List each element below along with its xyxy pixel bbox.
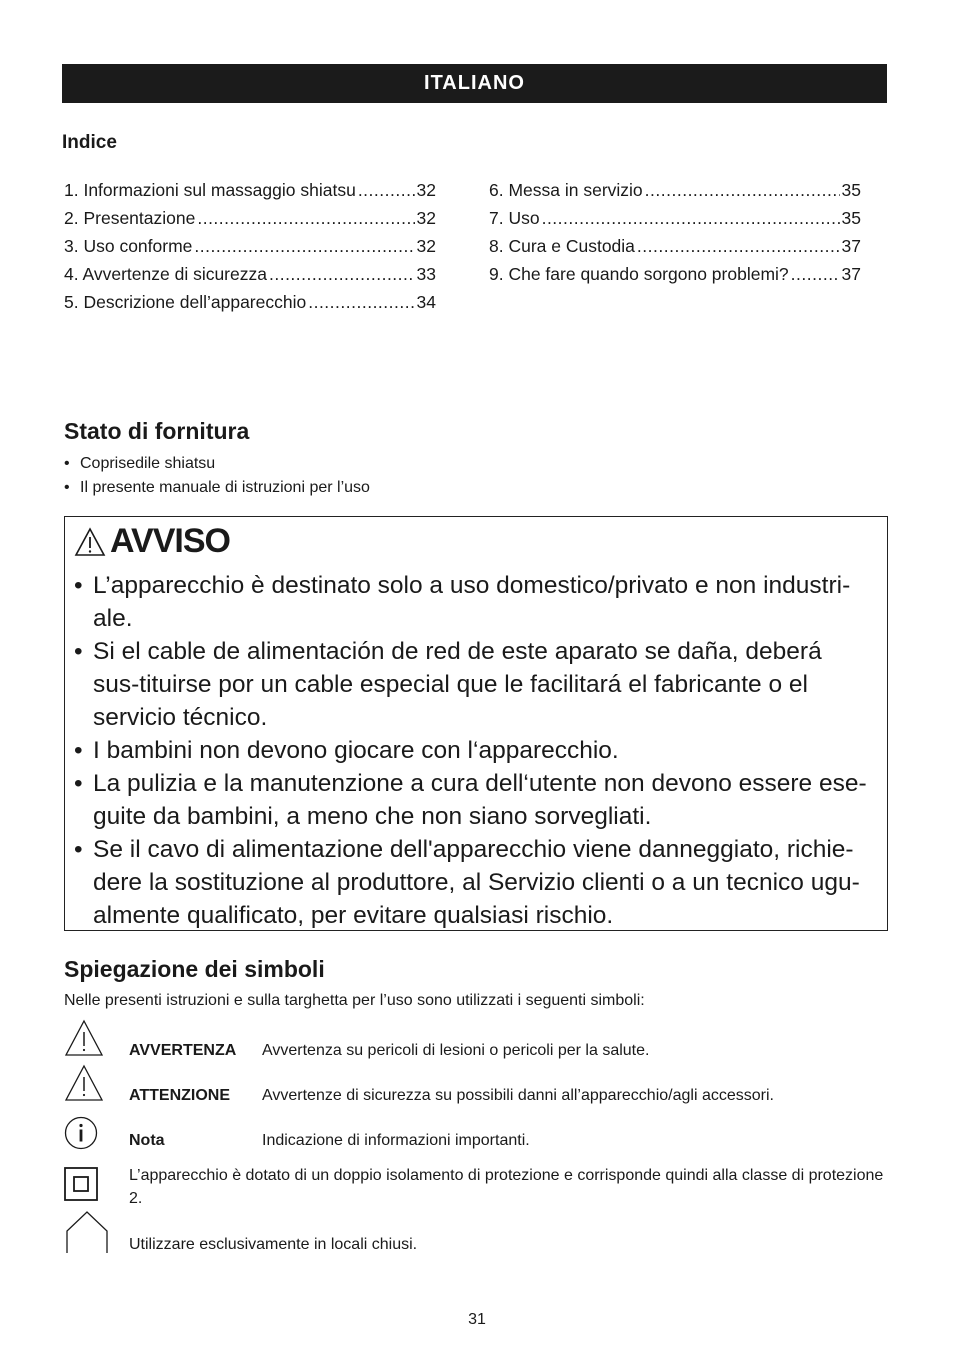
symbol-label: AVVERTENZA [129,1042,237,1059]
toc-leader-dots [645,180,840,201]
symbols-title: Spiegazione dei simboli [64,956,325,982]
toc-entry-page: 37 [841,236,861,256]
toc-leader-dots [542,208,840,229]
warning-item [74,635,874,734]
toc-entry[interactable] [64,264,436,285]
warning-item-text: L’apparecchio è destinato solo a uso domestico/privato e non industri-ale. [93,572,851,632]
symbol-row [129,1132,165,1150]
language-label: ITALIANO [424,72,525,94]
symbol-description: Indicazione di informazioni importanti. [262,1132,530,1149]
warning-list [74,569,874,932]
toc-entry-label: 4. Avvertenze di sicurezza [64,264,267,284]
warning-item [74,569,874,635]
language-header [62,64,887,103]
toc-entry-page: 32 [416,180,436,200]
symbol-label: ATTENZIONE [129,1087,231,1104]
toc-entry[interactable] [489,208,861,229]
toc-entry[interactable] [64,292,436,313]
toc-entry-page: 32 [416,208,436,228]
toc-entry[interactable] [489,180,861,201]
bullet: • [74,572,83,599]
symbol-row [129,1042,236,1060]
toc-entry[interactable] [64,180,436,201]
warning-item-text: La pulizia e la manutenzione a cura dell‘utente non devono essere ese-guite da bambini, a meno che non siano sorvegliati. [93,770,867,830]
toc-entry[interactable] [64,208,436,229]
supply-item [64,479,370,497]
toc-leader-dots [791,264,840,285]
symbol-label: Nota [129,1132,165,1149]
bullet: • [74,638,83,665]
toc-leader-dots [308,292,414,313]
toc-entry-page: 35 [841,208,861,228]
warning-triangle-icon [64,1019,104,1057]
toc-entry[interactable] [489,264,861,285]
warning-item [74,833,874,932]
warning-item-text: Se il cavo di alimentazione dell'apparecchio viene danneggiato, richie-dere la sostituzione al produttore, al Servizio clienti o a un tecnico ugu-almente qualificato, per evitare qualsiasi rischio. [93,836,860,929]
toc-entry-page: 33 [416,264,436,284]
toc-entry[interactable] [64,236,436,257]
toc-entry-label: 5. Descrizione dell’apparecchio [64,292,307,312]
toc-entry-label: 2. Presentazione [64,208,196,228]
index-title: Indice [62,132,117,153]
toc-leader-dots [194,236,414,257]
symbol-row [129,1087,230,1105]
toc-entry[interactable] [489,236,861,257]
page-number: 31 [468,1311,486,1328]
bullet: • [74,836,83,863]
toc-entry-label: 1. Informazioni sul massaggio shiatsu [64,180,356,200]
symbol-description: Utilizzare esclusivamente in locali chiusi. [129,1236,418,1253]
symbol-description: Avvertenza su pericoli di lesioni o pericoli per la salute. [262,1042,650,1059]
toc-entry-label: 9. Che fare quando sorgono problemi? [489,264,789,284]
symbol-description: Avvertenze di sicurezza su possibili danni all’apparecchio/agli accessori. [262,1087,774,1104]
bullet: • [74,770,83,797]
warning-item [74,767,874,833]
warning-triangle-icon [74,527,106,557]
warning-heading [74,522,230,561]
bullet: • [74,737,83,764]
info-icon [64,1116,98,1150]
toc-entry-page: 34 [416,292,436,312]
protection-class-2-icon [64,1167,98,1201]
supply-title: Stato di fornitura [64,418,250,444]
caution-triangle-icon [64,1064,104,1102]
warning-title: AVVISO [110,522,230,560]
symbols-intro: Nelle presenti istruzioni e sulla targhetta per l’uso sono utilizzati i seguenti simboli: [64,992,645,1009]
toc-entry-label: 8. Cura e Custodia [489,236,635,256]
toc-leader-dots [637,236,840,257]
supply-item-text: Coprisedile shiatsu [80,455,216,472]
warning-item-text: Si el cable de alimentación de red de este aparato se daña, deberá sus-tituirse por un cable especial que le facilitará el fabricante o el servicio técnico. [93,638,822,731]
toc-entry-page: 32 [416,236,436,256]
indoor-use-icon [64,1209,110,1255]
bullet: • [64,479,70,496]
toc-leader-dots [269,264,415,285]
toc-entry-page: 37 [841,264,861,284]
warning-item [74,734,874,767]
supply-item-text: Il presente manuale di istruzioni per l’uso [80,479,370,496]
toc-entry-label: 6. Messa in servizio [489,180,643,200]
symbol-description: L’apparecchio è dotato di un doppio isolamento di protezione e corrisponde quindi alla classe di protezione 2. [129,1167,884,1207]
toc-entry-label: 3. Uso conforme [64,236,193,256]
supply-item [64,455,215,473]
toc-entry-page: 35 [841,180,861,200]
toc-leader-dots [197,208,414,229]
bullet: • [64,455,70,472]
toc-leader-dots [358,180,415,201]
warning-item-text: I bambini non devono giocare con l‘apparecchio. [93,737,619,764]
toc-entry-label: 7. Uso [489,208,540,228]
